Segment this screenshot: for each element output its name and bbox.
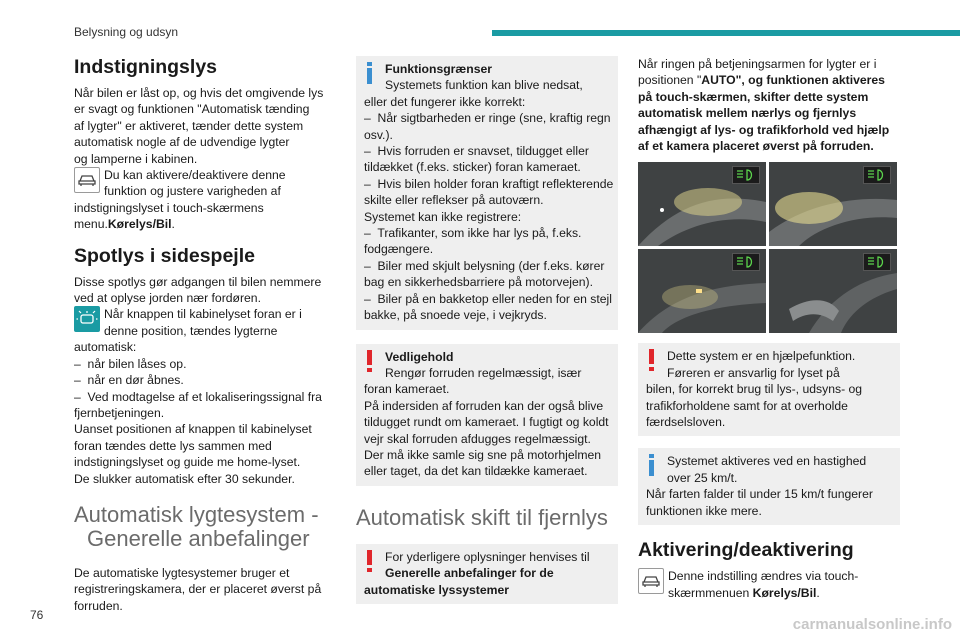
- warning-icon: [647, 349, 657, 371]
- menu-path-line: [668, 585, 858, 601]
- text-fragment: skærmmenuen: [668, 585, 753, 600]
- auto-highbeam-icon: [863, 253, 891, 271]
- text-line: – Biler på en bakketop eller neden for en stejl: [364, 291, 612, 306]
- text-line: ved at oplyse jorden nær fordøren.: [74, 291, 261, 306]
- text-line: bilen, for korrekt brug til lys-, udsyns- og: [646, 382, 863, 397]
- info-icon: [647, 454, 657, 476]
- text-line: – Biler med skjult belysning (der f.eks. kører: [364, 258, 605, 273]
- text-line: eller taget, da det kan tildække kameraet.: [364, 464, 588, 479]
- header-accent-bar: [492, 30, 960, 36]
- text-line: foran kameraet.: [364, 382, 450, 397]
- info-box-limits: [356, 56, 618, 330]
- illustration-night-road-1: [638, 162, 766, 246]
- text-line: eller det fungerer ikke korrekt:: [364, 94, 526, 109]
- text-line: – når en dør åbnes.: [74, 373, 184, 388]
- text-fragment: AUTO", og funktionen aktiveres: [701, 73, 885, 88]
- text-line: Når ringen på betjeningsarmen for lygter er i: [638, 57, 877, 71]
- text-line: De automatiske lygtesystemer bruger et: [74, 565, 290, 580]
- paragraph-camera: [74, 565, 326, 614]
- menu-path-line: [74, 216, 326, 232]
- text-line: bag en sikkerhedsbarriere på motorvejen).: [364, 275, 593, 290]
- illustration-night-road-3: [638, 249, 766, 333]
- text-line: trafikforholdene samt for at overholde: [646, 398, 848, 413]
- text-line: Når bilen er låst op, og hvis det omgivende lys: [74, 86, 324, 100]
- text-line: Når knappen til kabinelyset foran er i: [104, 307, 302, 322]
- heading-indstigningslys: Indstigningslys: [74, 56, 218, 78]
- text-line: – Ved modtagelse af et lokaliseringssignal fra: [74, 389, 322, 404]
- text-line: funktion og justere varigheden af: [104, 184, 281, 199]
- text-line: – Hvis bilen holder foran kraftigt reflekterende: [364, 176, 614, 191]
- car-icon: [638, 568, 664, 594]
- text-line: osv.).: [364, 127, 393, 142]
- box-title: Vedligehold: [385, 349, 454, 364]
- text-line: denne position, tændes lygterne: [104, 323, 278, 338]
- text-line: automatisk:: [74, 340, 137, 355]
- heading-line: Automatisk lygtesystem -: [74, 501, 319, 527]
- text-line: afhængigt af lys- og trafikforhold ved hjælp: [638, 122, 890, 137]
- illustration-night-road-2: [769, 162, 897, 246]
- paragraph-auto-highbeam: [638, 56, 900, 154]
- warning-box-maintenance: [356, 344, 618, 486]
- text-line: automatisk mellem nærlys og fjernlys: [638, 106, 857, 121]
- text-line: færdselsloven.: [646, 415, 726, 430]
- highbeam-illustrations: [638, 162, 900, 333]
- column-2: [356, 56, 618, 604]
- paragraph-spotlights: [74, 274, 326, 487]
- auto-highbeam-icon: [863, 166, 891, 184]
- text-line: For yderligere oplysninger henvises til: [385, 549, 590, 564]
- text-line: [638, 72, 900, 88]
- auto-highbeam-icon: [732, 166, 760, 184]
- paragraph-entry-light-setting: [74, 167, 326, 233]
- text-line: Disse spotlys gør adgangen til bilen nemmere: [74, 274, 322, 289]
- text-line: forruden.: [74, 598, 123, 613]
- text-line: fjernbetjeningen.: [74, 405, 165, 420]
- page-number: 76: [30, 608, 44, 622]
- text-line: funktionen ikke mere.: [646, 503, 762, 518]
- warning-box-reference: [356, 544, 618, 604]
- paragraph-activation: [638, 568, 900, 601]
- text-line: Når farten falder til under 15 km/t fungerer: [646, 487, 873, 502]
- text-fragment: menu.: [74, 217, 108, 232]
- text-line: Der må ikke samle sig sne på motorhjelmen: [364, 447, 602, 462]
- watermark: carmanualsonline.info: [792, 616, 952, 633]
- warning-box-driver-responsibility: [638, 343, 900, 436]
- text-fragment: .: [816, 585, 820, 600]
- text-line: Denne indstilling ændres via touch-: [668, 569, 859, 584]
- text-line: automatisk nogle af de udvendige lygter: [74, 135, 290, 150]
- text-line: – når bilen låses op.: [74, 356, 187, 371]
- text-line: Systemets funktion kan blive nedsat,: [385, 78, 583, 93]
- warning-icon: [365, 550, 375, 572]
- heading-automatic-lights: [74, 503, 326, 551]
- text-line: Dette system er en hjælpefunktion.: [667, 349, 856, 364]
- text-line: De slukker automatisk efter 30 sekunder.: [74, 471, 295, 486]
- text-line: indstigningslyset i touch-skærmens: [74, 200, 264, 215]
- text-line: tildækket (f.eks. sticker) foran kameraet.: [364, 160, 581, 175]
- text-line: Systemet aktiveres ved en hastighed: [667, 454, 867, 469]
- text-line: fodgængere.: [364, 242, 434, 257]
- illustration-night-road-4: [769, 249, 897, 333]
- box-title: Funktionsgrænser: [385, 62, 492, 76]
- text-line: Rengør forruden regelmæssigt, især: [385, 365, 582, 380]
- menu-path: Kørelys/Bil: [107, 217, 172, 232]
- text-fragment: .: [171, 217, 175, 232]
- heading-line: Generelle anbefalinger: [87, 525, 310, 551]
- text-line: og lamperne i kabinen.: [74, 151, 198, 166]
- text-line: Systemet kan ikke registrere:: [364, 209, 522, 224]
- text-line: af lygter" er aktiveret, tænder dette system: [74, 118, 304, 133]
- text-line: – Trafikanter, som ikke har lys på, f.eks.: [364, 226, 582, 241]
- heading-activation: Aktivering/deaktivering: [638, 539, 854, 562]
- text-line: automatiske lyssystemer: [364, 582, 509, 597]
- text-line: af et kamera placeret øverst på forruden.: [638, 139, 874, 154]
- text-line: Generelle anbefalinger for de: [385, 566, 554, 581]
- running-header: Belysning og udsyn: [74, 25, 179, 39]
- warning-icon: [365, 350, 375, 372]
- text-line: indstigningslyset og guide me home-lyset.: [74, 455, 301, 470]
- text-line: Uanset positionen af knappen til kabinelyset: [74, 422, 312, 437]
- text-line: – Når sigtbarheden er ringe (sne, kraftig regn: [364, 111, 611, 126]
- text-line: på touch-skærmen, skifter dette system: [638, 89, 869, 104]
- column-1: [74, 56, 326, 614]
- text-line: vejr skal forruden afdugges regelmæssigt.: [364, 431, 591, 446]
- heading-auto-highbeam: Automatisk skift til fjernlys: [356, 504, 608, 530]
- info-icon: [365, 62, 375, 84]
- text-line: skilte eller reflekser på autoværn.: [364, 193, 544, 208]
- text-fragment: positionen ": [638, 73, 702, 88]
- interior-light-icon: [74, 306, 100, 332]
- car-icon: [74, 167, 100, 193]
- auto-highbeam-icon: [732, 253, 760, 271]
- text-line: foran tændes dette lys sammen med: [74, 438, 272, 453]
- text-line: – Hvis forruden er snavset, tildugget eller: [364, 144, 589, 159]
- text-line: Du kan aktivere/deaktivere denne: [104, 168, 286, 183]
- column-3: [638, 56, 900, 601]
- info-box-speed: [638, 448, 900, 525]
- text-line: er svagt og funktionen "Automatisk tænding: [74, 102, 310, 117]
- text-line: tildugget rundt om kameraet. I fugtigt og koldt: [364, 415, 609, 430]
- paragraph-entry-light: [74, 85, 326, 167]
- text-line: bakke, på snoede veje, i vejkryds.: [364, 308, 547, 323]
- text-line: over 25 km/t.: [667, 470, 738, 485]
- heading-spotlys: Spotlys i sidespejle: [74, 244, 255, 267]
- text-line: På indersiden af forruden kan der også blive: [364, 398, 604, 413]
- text-line: registreringskamera, der er placeret øverst på: [74, 582, 322, 597]
- menu-path: Kørelys/Bil: [752, 585, 817, 600]
- text-line: Føreren er ansvarlig for lyset på: [667, 365, 840, 380]
